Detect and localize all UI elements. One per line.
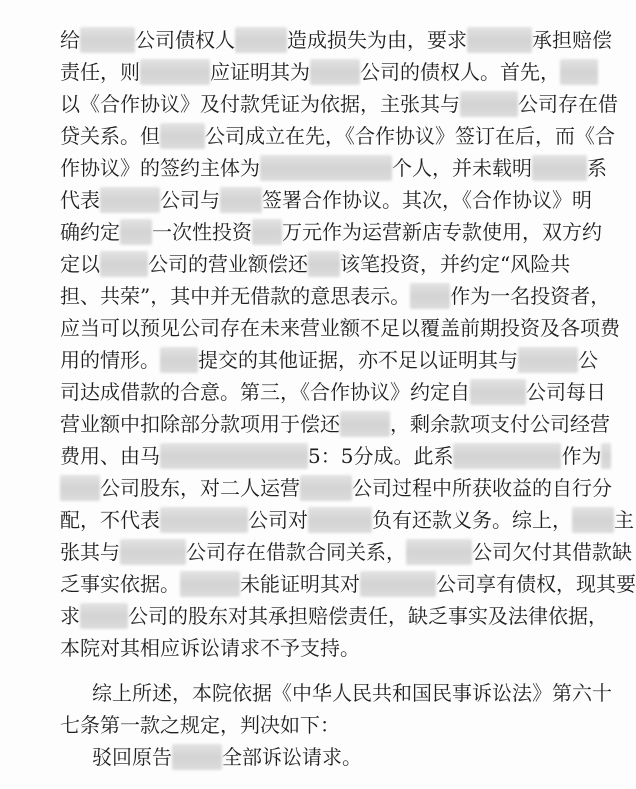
redaction-block (518, 347, 578, 373)
text-segment: 作为 (561, 444, 602, 468)
text-line (60, 441, 611, 471)
redaction-block (80, 603, 128, 629)
text-segment: 公司股东，对二人运营 (100, 476, 300, 500)
redaction-block (140, 59, 210, 85)
redaction-block (410, 283, 450, 309)
text-segment: 一次性投资 (152, 220, 252, 244)
redaction-block (340, 411, 390, 437)
text-line (60, 710, 340, 740)
text-segment: 未能证明其对 (240, 572, 360, 596)
redaction-block (308, 251, 340, 277)
text-segment: 配，不代表 (60, 508, 160, 532)
text-segment: 确约定 (60, 220, 120, 244)
text-segment: 公 (578, 348, 598, 372)
text-line (60, 633, 360, 663)
redaction-block (160, 347, 198, 373)
text-line (60, 89, 618, 119)
text-segment: 公司债权人 (135, 28, 235, 52)
text-segment: 公司欠付其借款缺 (472, 540, 632, 564)
text-segment: 造成损失为由，要求 (287, 28, 467, 52)
redaction-block (460, 91, 518, 117)
text-line (60, 281, 610, 311)
redaction-block (160, 507, 248, 533)
text-segment: 公司成立在先，《合作协议》签订在后，而《合 (205, 124, 615, 148)
redaction-block (532, 155, 587, 181)
text-segment: 公司存在借款合同关系， (186, 540, 406, 564)
text-segment: 承担赔偿 (532, 28, 612, 52)
text-segment: 乏事实依据。 (60, 572, 180, 596)
text-line (92, 742, 362, 772)
text-segment: 公司享有债权，现其要 (436, 572, 636, 596)
text-segment: 公司的营业额偿还 (148, 252, 308, 276)
text-segment: 公司与 (160, 188, 220, 212)
text-segment: 主 (614, 508, 634, 532)
redaction-block (260, 155, 392, 181)
text-segment: 作为一名投资者， (450, 284, 611, 308)
redaction-block (80, 27, 135, 53)
redaction-block (160, 443, 308, 469)
text-segment: ，剩余款项支付公司经营 (390, 412, 610, 436)
redaction-block (572, 507, 614, 533)
text-segment: 求 (60, 604, 80, 628)
redaction-block (310, 59, 360, 85)
text-line (60, 25, 612, 55)
text-segment: 该笔投资，并约定“风险共 (340, 252, 571, 276)
text-segment: 司达成借款的合意。第三，《合作协议》约定自 (60, 380, 470, 404)
redaction-block (100, 251, 148, 277)
text-segment: 用的情形。 (60, 348, 160, 372)
text-segment: 七条第一款之规定，判决如下： (60, 713, 340, 737)
text-segment: 责任，则 (60, 60, 140, 84)
text-segment: 个人，并未载明 (392, 156, 532, 180)
redaction-block (235, 27, 287, 53)
text-segment: 张其与 (60, 540, 120, 564)
redaction-block (120, 539, 186, 565)
text-line (60, 185, 592, 215)
text-line (60, 217, 602, 247)
text-segment: 公司存在借 (518, 92, 618, 116)
text-segment: 驳回原告 (92, 745, 172, 769)
text-segment: 定以 (60, 252, 100, 276)
redaction-block (100, 187, 160, 213)
redaction-block (160, 123, 205, 149)
text-segment: 全部诉讼请求。 (222, 745, 362, 769)
text-segment: 公司的债权人。首先， (360, 60, 560, 84)
text-segment: 综上所述，本院依据《中华人民共和国民事诉讼法》第六十 (92, 681, 612, 705)
text-line (60, 377, 606, 407)
text-segment: 费用、由马 (60, 444, 160, 468)
text-line (60, 409, 610, 439)
redaction-block (560, 59, 598, 85)
text-segment: 万元作为运营新店专款使用，双方约 (282, 220, 602, 244)
redaction-block (453, 443, 561, 469)
text-line (60, 505, 634, 535)
text-segment: 担、共荣”，其中并无借款的意思表示。 (60, 284, 411, 308)
text-segment: 签署合作协议。其次，《合作协议》明 (262, 188, 592, 212)
text-segment: 5：5分成。此系 (308, 444, 454, 468)
text-line (60, 249, 570, 279)
text-segment: 公司对 (248, 508, 308, 532)
text-line (60, 569, 636, 599)
redaction-block (180, 571, 240, 597)
redaction-block (470, 379, 526, 405)
text-segment: 营业额中扣除部分款项用于偿还 (60, 412, 340, 436)
redaction-block (360, 571, 436, 597)
redaction-block (220, 187, 262, 213)
text-segment: 代表 (60, 188, 100, 212)
redaction-block (601, 443, 611, 469)
text-segment: 以《合作协议》及付款凭证为依据，主张其与 (60, 92, 460, 116)
text-line (60, 121, 615, 151)
text-segment: 应证明其为 (210, 60, 310, 84)
redaction-block (308, 507, 372, 533)
redaction-block (300, 475, 352, 501)
redaction-block (406, 539, 472, 565)
text-segment: 给 (60, 28, 80, 52)
redaction-block (120, 219, 152, 245)
text-segment: 公司过程中所获收益的自行分 (352, 476, 612, 500)
text-line (60, 153, 607, 183)
text-segment: 系 (587, 156, 607, 180)
text-segment: 本院对其相应诉讼请求不予支持。 (60, 636, 360, 660)
text-segment: 贷关系。但 (60, 124, 160, 148)
text-segment: 作协议》的签约主体为 (60, 156, 260, 180)
text-segment: 负有还款义务。综上， (372, 508, 572, 532)
text-line (60, 345, 598, 375)
text-line (60, 57, 598, 87)
redaction-block (252, 219, 282, 245)
redaction-block (467, 27, 532, 53)
redaction-block (60, 475, 100, 501)
text-line (60, 313, 620, 343)
text-segment: 公司的股东对其承担赔偿责任，缺乏事实及法律依据， (128, 604, 608, 628)
text-line (60, 473, 612, 503)
text-line (60, 537, 632, 567)
text-line (60, 601, 608, 631)
text-segment: 应当可以预见公司存在未来营业额不足以覆盖前期投资及各项费 (60, 316, 620, 340)
text-segment: 提交的其他证据，亦不足以证明其与 (198, 348, 518, 372)
redaction-block (172, 744, 222, 770)
text-segment: 公司每日 (526, 380, 606, 404)
text-line (92, 678, 612, 708)
